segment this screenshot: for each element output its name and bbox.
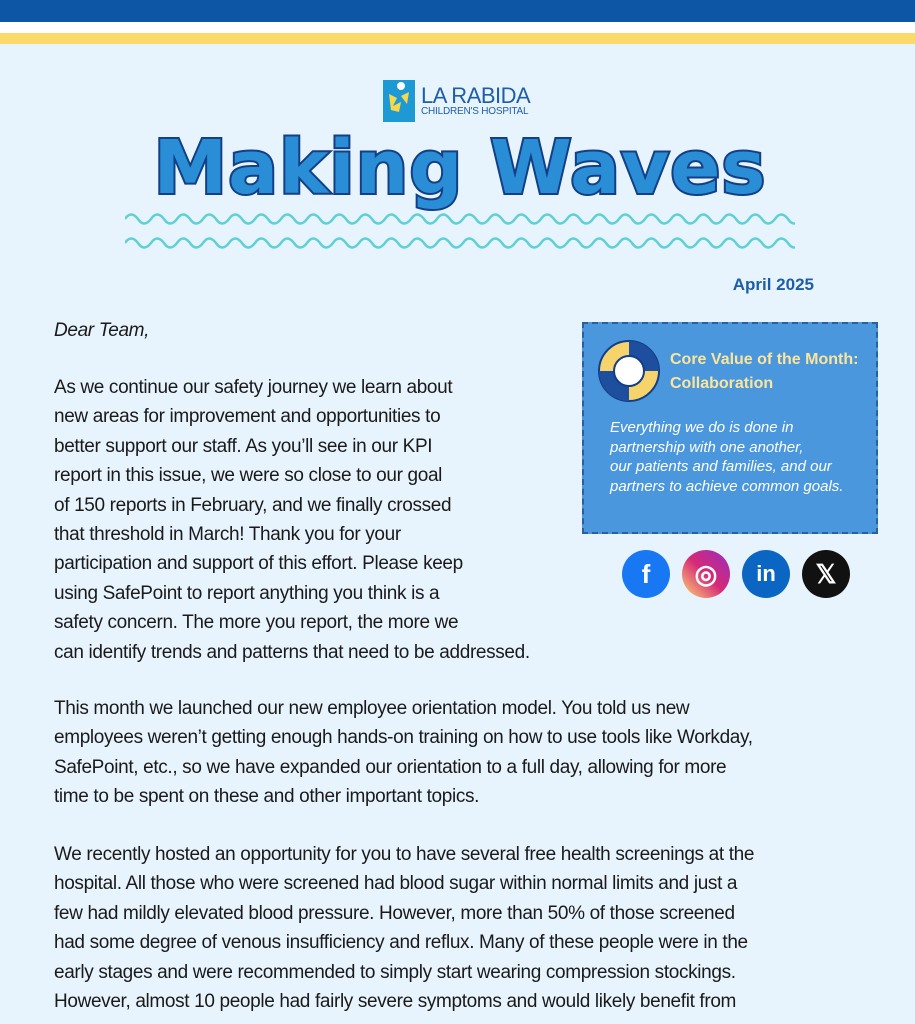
paragraph-line: report in this issue, we were so close to our goal [54,465,443,487]
logo-line2: CHILDREN'S HOSPITAL [421,106,529,117]
paragraph-line: SafePoint, etc., so we have expanded our orientation to a full day, allowing for more [54,756,727,778]
core-value-box [582,322,878,534]
paragraph-line: However, almost 10 people had fairly severe symptoms and would likely benefit from [54,991,737,1012]
paragraph-line: new areas for improvement and opportunities to [54,406,441,428]
paragraph-line: better support our staff. As you’ll see in our KPI [54,435,433,457]
issue-date: April 2025 [732,275,814,294]
masthead [120,125,800,265]
top-bar [0,0,915,22]
core-value-heading: Core Value of the Month: [670,351,859,368]
masthead-title: Making Waves [153,125,767,211]
paragraph-line: that threshold in March! Thank you for your [54,524,401,545]
accent-bar [0,33,915,44]
paragraph-line: can identify trends and patterns that need to be addressed. [54,641,530,663]
core-value-description [610,418,843,496]
social-links [622,550,850,598]
core-value-name: Collaboration [670,375,774,392]
waves-decoration [125,207,795,257]
paragraph-line: using SafePoint to report anything you think is a [54,582,440,604]
paragraph-line: employees weren’t getting enough hands-on training on how to use tools like Workday, [54,727,753,749]
facebook-icon[interactable]: f [622,550,670,598]
paragraph-line: hospital. All those who were screened had blood sugar within normal limits and just a [54,873,738,895]
bar-gap [0,22,915,33]
logo-mark-icon [383,80,415,122]
paragraph-line: safety concern. The more you report, the more we [54,612,459,634]
paragraph-line: We recently hosted an opportunity for you to have several free health screenings at the [54,844,755,865]
hospital-logo [383,80,530,122]
paragraph-line: This month we launched our new employee orientation model. You told us new [54,698,690,719]
greeting: Dear Team, [54,320,150,341]
x-icon[interactable]: 𝕏 [802,550,850,598]
paragraph-line: time to be spent on these and other important topics. [54,786,480,808]
paragraph-line: early stages and were recommended to simply start wearing compression stockings. [54,961,736,983]
core-value-line: partnership with one another, [610,438,804,456]
core-value-line: Everything we do is done in [610,419,794,436]
paragraph-line: As we continue our safety journey we learn about [54,377,453,398]
linkedin-icon[interactable]: in [742,550,790,598]
logo-line1: LA RABIDA [421,83,531,108]
paragraph-line: of 150 reports in February, and we finally crossed [54,494,452,516]
instagram-icon[interactable]: ◎ [682,550,730,598]
core-value-line: our patients and families, and our [610,458,832,475]
paragraph-line: few had mildly elevated blood pressure. However, more than 50% of those screened [54,902,735,924]
life-ring-icon [596,338,662,404]
core-value-line: partners to achieve common goals. [610,477,844,495]
paragraph-line: participation and support of this effort. Please keep [54,553,463,575]
paragraph-line: had some degree of venous insufficiency and reflux. Many of these people were in the [54,932,748,954]
